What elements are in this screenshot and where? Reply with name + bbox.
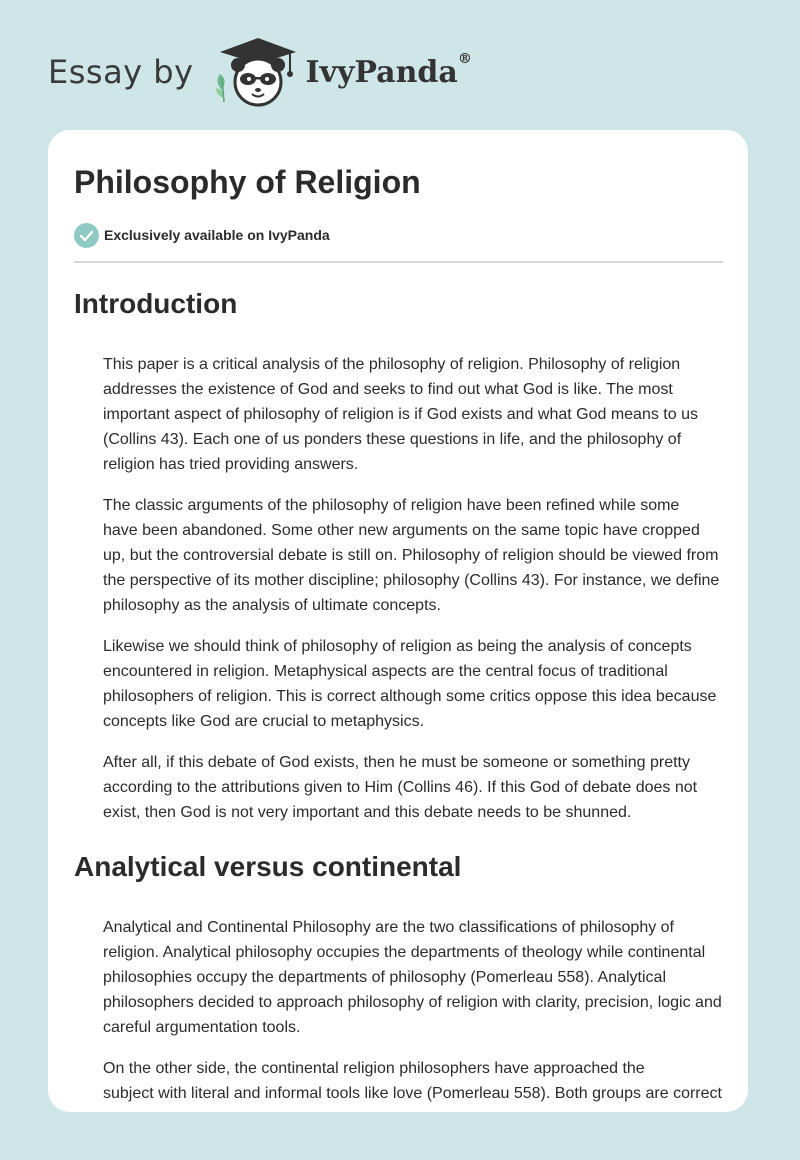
site-header — [48, 32, 472, 112]
brand-prefix: Essay by — [48, 53, 194, 91]
exclusive-badge — [74, 222, 330, 248]
paragraph: After all, if this debate of God exists, then he must be someone or something pretty according to the attributions given to Him (Collins 46). If this God of debate does not exist, then God is not very important and this debate needs to be shunned. — [103, 754, 698, 821]
check-circle-icon — [74, 223, 99, 248]
essay-card — [48, 130, 748, 1112]
paragraph: This paper is a critical analysis of the philosophy of religion. Philosophy of religion addresses the existence of God and seeks to find out what God is like. The most important aspect of philosophy of religion is if God exists and what God means to us (Collins 43). Each one of us ponders these questions in life, and the philosophy of religion has tried providing answers. — [103, 356, 698, 473]
paragraph: On the other side, the continental religion philosophers have approached the subject with literal and informal tools like love (Pomerleau 558). Both groups are correct — [103, 1060, 722, 1102]
article-body — [74, 278, 724, 1112]
paragraph: The classic arguments of the philosophy of religion have been refined while some have been abandoned. Some other new arguments on the same topic have cropped up, but the controversial debate is still on. Philosophy of religion should be viewed from the perspective of its mother discipline; philosophy (Collins 43). For instance, we define philosophy as the analysis of ultimate concepts. — [103, 497, 720, 614]
badge-text: Exclusively available on IvyPanda — [104, 227, 330, 243]
paragraph: Analytical and Continental Philosophy are the two classifications of philosophy of religion. Analytical philosophy occupies the departments of theology while continental philosophies occupy the departments of philosophy (Pomerleau 558). Analytical philosophers decided to approach philosophy of religion with clarity, precision, logic and careful argumentation tools. — [103, 919, 722, 1036]
paragraph: Likewise we should think of philosophy of religion as being the analysis of concepts encountered in religion. Metaphysical aspects are the central focus of traditional philosophers of religion. This is correct although some critics oppose this idea because concepts like God are crucial to metaphysics. — [103, 638, 717, 730]
section-heading-introduction: Introduction — [74, 288, 238, 319]
page-title: Philosophy of Religion — [74, 164, 421, 200]
section-heading-analytical-versus-continental: Analytical versus continental — [74, 851, 462, 882]
divider — [74, 261, 723, 263]
brand-name[interactable]: IvyPanda® — [305, 50, 472, 90]
panda-logo-icon[interactable] — [208, 32, 304, 112]
